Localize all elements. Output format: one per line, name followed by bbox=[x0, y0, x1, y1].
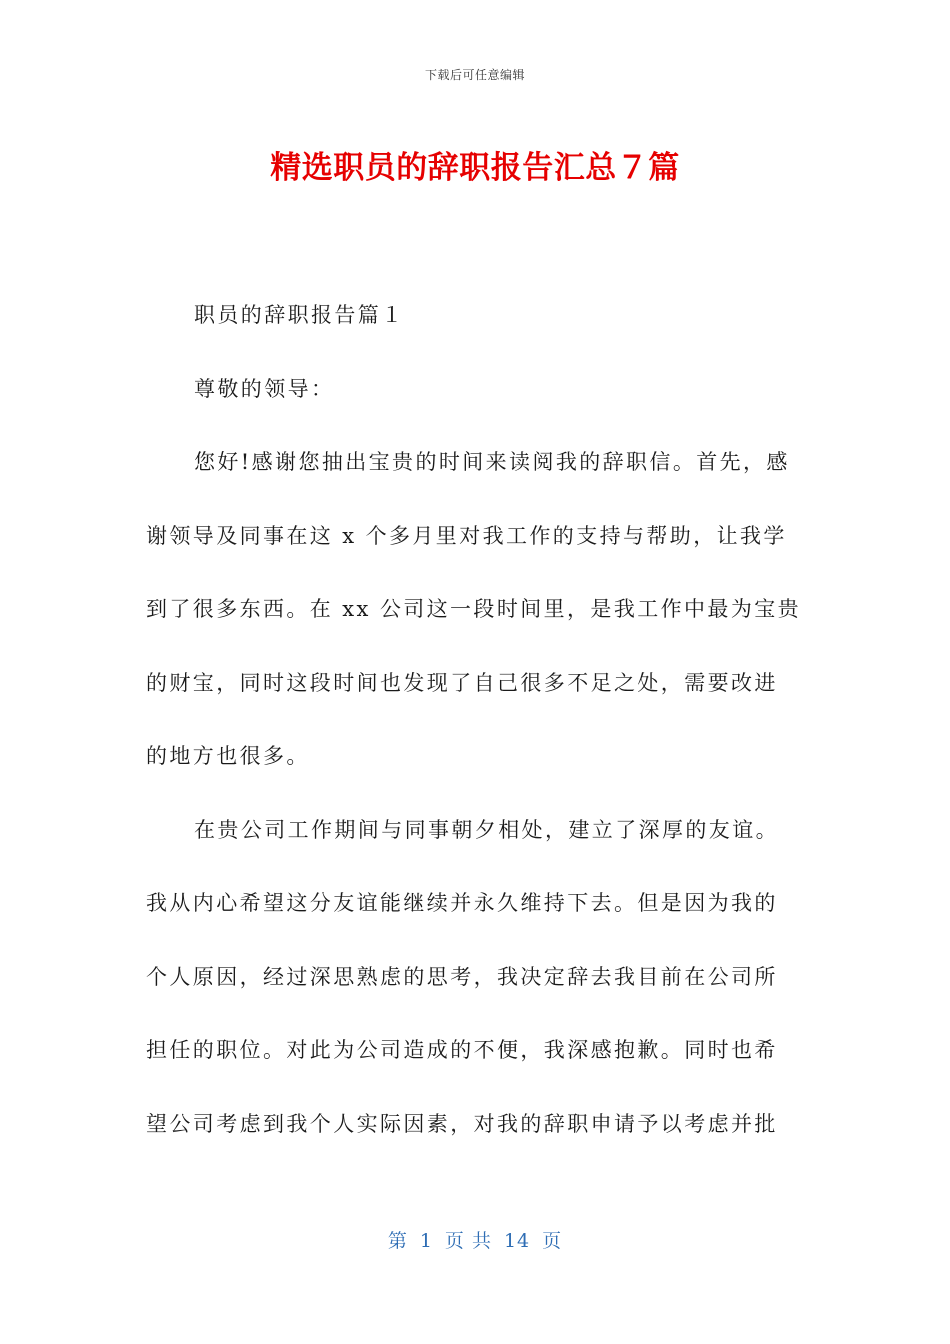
page-header-note: 下载后可任意编辑 bbox=[424, 68, 525, 82]
footer-middle: 页 共 bbox=[444, 1230, 492, 1252]
paragraph-2-line: 在贵公司工作期间与同事朝夕相处，建立了深厚的友谊。 bbox=[194, 817, 779, 842]
paragraph-1-line: 的地方也很多。 bbox=[146, 744, 310, 768]
paragraph-2-line: 望公司考虑到我个人实际因素，对我的辞职申请予以考虑并批 bbox=[146, 1111, 778, 1136]
footer-prefix: 第 bbox=[387, 1230, 408, 1252]
footer-suffix: 页 bbox=[542, 1230, 563, 1252]
paragraph-1-line: 的财宝，同时这段时间也发现了自己很多不足之处，需要改进 bbox=[146, 670, 778, 695]
paragraph-1-line: 谢领导及同事在这 x 个多月里对我工作的支持与帮助，让我学 bbox=[146, 523, 787, 548]
paragraph-2-line: 我从内心希望这分友谊能继续并永久维持下去。但是因为我的 bbox=[146, 891, 778, 915]
footer-current-page: 1 bbox=[419, 1230, 433, 1252]
paragraph-1 bbox=[146, 426, 806, 794]
document-title: 精选职员的辞职报告汇总７篇 bbox=[270, 150, 680, 186]
paragraph-2-line: 担任的职位。对此为公司造成的不便，我深感抱歉。同时也希 bbox=[146, 1038, 778, 1062]
section-heading: 职员的辞职报告篇１ bbox=[194, 303, 405, 327]
salutation: 尊敬的领导： bbox=[194, 376, 335, 401]
page-footer bbox=[0, 1226, 950, 1253]
paragraph-2 bbox=[146, 794, 806, 1162]
paragraph-2-line: 个人原因，经过深思熟虑的思考，我决定辞去我目前在公司所 bbox=[146, 964, 778, 989]
footer-total-pages: 14 bbox=[503, 1230, 531, 1252]
paragraph-1-line: 您好!感谢您抽出宝贵的时间来读阅我的辞职信。首先，感 bbox=[194, 450, 790, 474]
document-body bbox=[146, 279, 806, 1161]
paragraph-1-line: 到了很多东西。在 xx 公司这一段时间里，是我工作中最为宝贵 bbox=[146, 597, 802, 621]
